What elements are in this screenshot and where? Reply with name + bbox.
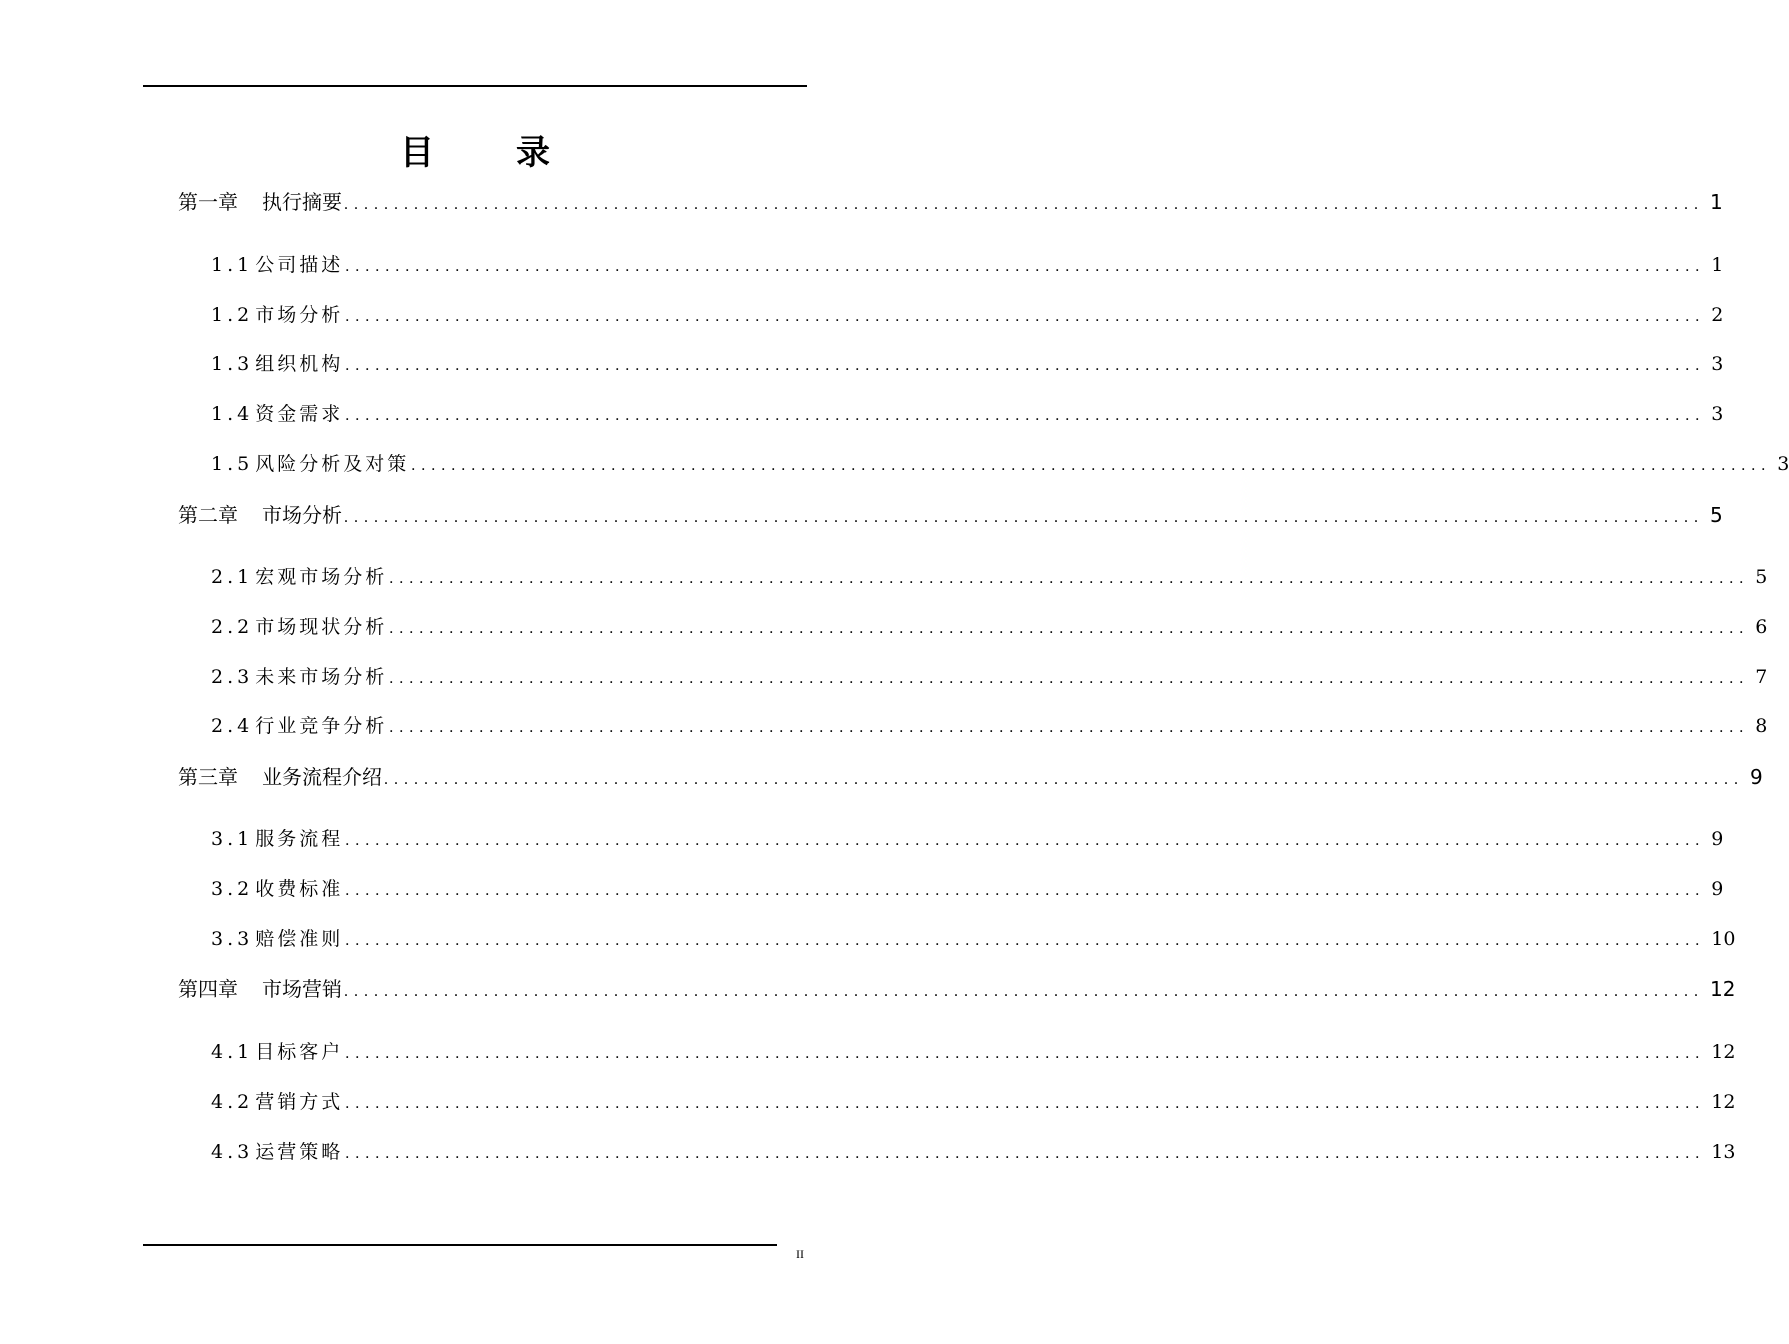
toc-dot-leader: ........................................................................................................................................	[345, 882, 1706, 899]
toc-section-entry[interactable]	[211, 661, 1768, 693]
toc-entry-number: 第二章	[178, 503, 238, 527]
toc-entry-title: 公司描述	[255, 254, 344, 276]
toc-dot-leader: ........................................................................................................................................	[411, 457, 1772, 474]
toc-entry-number: 第一章	[178, 190, 238, 214]
toc-entry-page: 5	[1755, 566, 1768, 588]
toc-entry-page: 12	[1710, 977, 1736, 1001]
toc-dot-leader: ........................................................................................................................................	[345, 832, 1706, 849]
toc-entry-number: 第三章	[178, 765, 238, 789]
toc-entry-number: 3.2	[211, 878, 254, 900]
toc-entry-title: 赔偿准则	[255, 928, 344, 950]
toc-entry-page: 7	[1755, 666, 1768, 688]
toc-entry-page: 5	[1710, 503, 1723, 527]
toc-entry-title: 执行摘要	[262, 190, 342, 214]
toc-entry-title: 营销方式	[255, 1091, 344, 1113]
toc-entry-page: 3	[1711, 353, 1724, 375]
toc-dot-leader: ........................................................................................................................................	[344, 196, 1704, 213]
toc-entry-page: 10	[1711, 928, 1736, 950]
page-number: II	[796, 1247, 804, 1261]
toc-entry-page: 9	[1711, 878, 1724, 900]
toc-entry-number: 1.1	[211, 254, 254, 276]
toc-dot-leader: ........................................................................................................................................	[389, 719, 1750, 736]
toc-entry-page: 9	[1750, 765, 1763, 789]
toc-entry-number: 2.1	[211, 566, 254, 588]
toc-dot-leader: ........................................................................................................................................	[384, 771, 1744, 788]
toc-section-entry[interactable]	[211, 398, 1724, 430]
toc-entry-title: 市场分析	[262, 503, 342, 527]
toc-dot-leader: ........................................................................................................................................	[389, 570, 1750, 587]
toc-chapter-entry[interactable]	[178, 973, 1736, 1005]
toc-section-entry[interactable]	[211, 873, 1724, 905]
toc-dot-leader: ........................................................................................................................................	[345, 1045, 1706, 1062]
toc-section-entry[interactable]	[211, 611, 1768, 643]
toc-entry-title: 目标客户	[255, 1041, 344, 1063]
toc-entry-number: 4.2	[211, 1091, 254, 1113]
toc-entry-number: 3.1	[211, 828, 254, 850]
toc-entry-page: 8	[1755, 715, 1768, 737]
toc-section-entry[interactable]	[211, 448, 1789, 480]
toc-section-entry[interactable]	[211, 249, 1724, 281]
toc-section-entry[interactable]	[211, 1136, 1736, 1168]
toc-section-entry[interactable]	[211, 710, 1768, 742]
toc-section-entry[interactable]	[211, 823, 1724, 855]
toc-dot-leader: ........................................................................................................................................	[345, 308, 1706, 325]
toc-dot-leader: ........................................................................................................................................	[344, 983, 1704, 1000]
toc-dot-leader: ........................................................................................................................................	[345, 1145, 1706, 1162]
toc-section-entry[interactable]	[211, 923, 1736, 955]
toc-entry-page: 12	[1711, 1041, 1736, 1063]
toc-entry-title: 运营策略	[255, 1141, 344, 1163]
toc-entry-title: 服务流程	[255, 828, 344, 850]
toc-entry-title: 宏观市场分析	[255, 566, 388, 588]
page-title: 目 录	[400, 133, 574, 173]
toc-section-entry[interactable]	[211, 348, 1724, 380]
toc-entry-number: 第四章	[178, 977, 238, 1001]
toc-entry-title: 市场营销	[262, 977, 342, 1001]
toc-entry-number: 2.3	[211, 666, 254, 688]
toc-entry-title: 市场分析	[255, 304, 344, 326]
toc-entry-title: 资金需求	[255, 403, 344, 425]
toc-entry-title: 收费标准	[255, 878, 344, 900]
toc-entry-page: 6	[1755, 616, 1768, 638]
toc-entry-title: 未来市场分析	[255, 666, 388, 688]
toc-dot-leader: ........................................................................................................................................	[345, 258, 1706, 275]
toc-section-entry[interactable]	[211, 561, 1768, 593]
toc-dot-leader: ........................................................................................................................................	[345, 932, 1706, 949]
toc-dot-leader: ........................................................................................................................................	[345, 357, 1706, 374]
toc-entry-number: 1.4	[211, 403, 254, 425]
toc-entry-page: 3	[1711, 403, 1724, 425]
toc-entry-page: 3	[1777, 453, 1789, 475]
toc-dot-leader: ........................................................................................................................................	[345, 407, 1706, 424]
toc-entry-number: 1.5	[211, 453, 254, 475]
toc-entry-title: 市场现状分析	[255, 616, 388, 638]
toc-entry-title: 组织机构	[255, 353, 344, 375]
toc-dot-leader: ........................................................................................................................................	[389, 620, 1750, 637]
toc-entry-number: 3.3	[211, 928, 254, 950]
toc-entry-page: 13	[1711, 1141, 1736, 1163]
toc-chapter-entry[interactable]	[178, 761, 1763, 793]
toc-chapter-entry[interactable]	[178, 499, 1723, 531]
toc-section-entry[interactable]	[211, 1086, 1736, 1118]
toc-entry-number: 2.4	[211, 715, 254, 737]
toc-entry-page: 1	[1711, 254, 1724, 276]
toc-dot-leader: ........................................................................................................................................	[344, 509, 1704, 526]
toc-entry-number: 2.2	[211, 616, 254, 638]
toc-section-entry[interactable]	[211, 1036, 1736, 1068]
toc-entry-number: 1.3	[211, 353, 254, 375]
toc-dot-leader: ........................................................................................................................................	[389, 670, 1750, 687]
toc-entry-title: 风险分析及对策	[255, 453, 410, 475]
toc-entry-page: 12	[1711, 1091, 1736, 1113]
toc-chapter-entry[interactable]	[178, 186, 1723, 218]
footer-rule	[143, 1244, 777, 1246]
toc-entry-page: 1	[1710, 190, 1723, 214]
toc-section-entry[interactable]	[211, 299, 1724, 331]
toc-entry-title: 业务流程介绍	[262, 765, 382, 789]
toc-entry-title: 行业竞争分析	[255, 715, 388, 737]
toc-entry-page: 2	[1711, 304, 1724, 326]
toc-entry-number: 4.1	[211, 1041, 254, 1063]
toc-entry-number: 1.2	[211, 304, 254, 326]
toc-entry-page: 9	[1711, 828, 1724, 850]
toc-dot-leader: ........................................................................................................................................	[345, 1095, 1706, 1112]
toc-entry-number: 4.3	[211, 1141, 254, 1163]
